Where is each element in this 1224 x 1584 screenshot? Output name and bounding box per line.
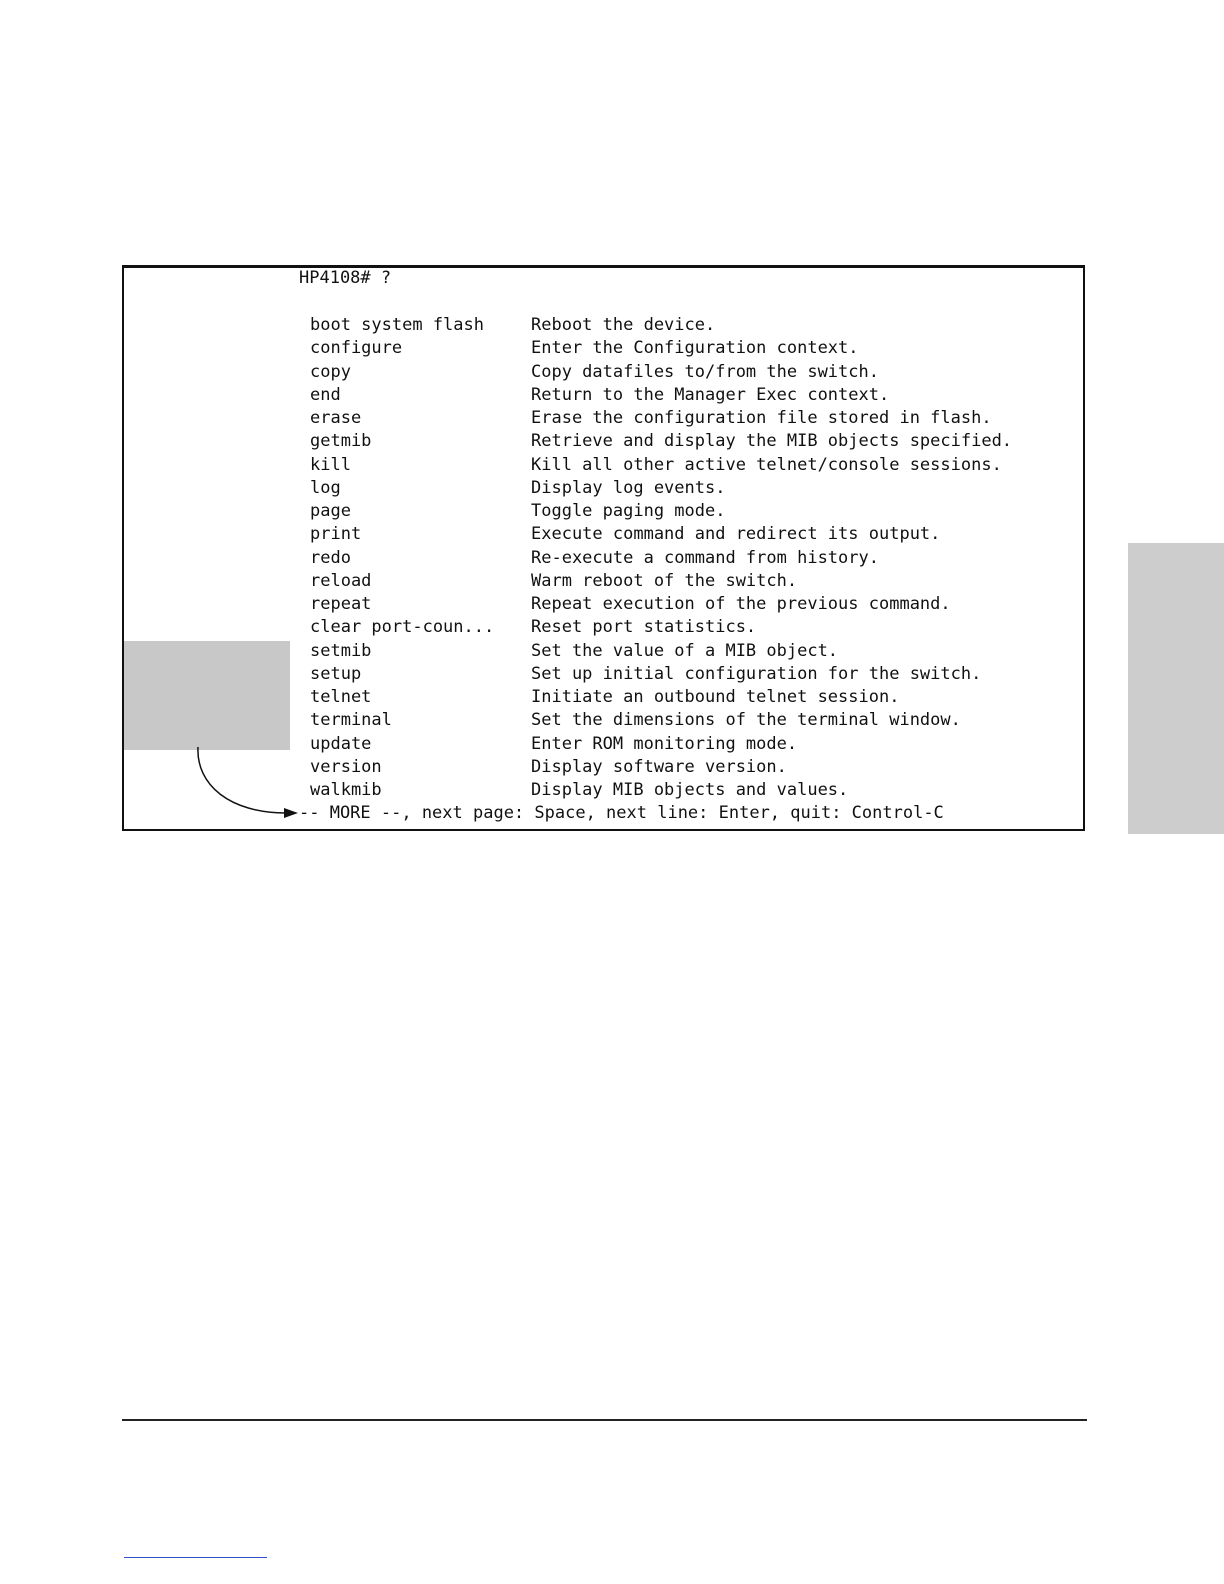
callout-arrow-icon <box>190 745 302 825</box>
command-name: version <box>310 756 382 777</box>
callout-box <box>124 641 290 750</box>
command-description: Set up initial configuration for the switch. <box>531 663 982 684</box>
cli-prompt: HP4108# ? <box>299 268 392 288</box>
chapter-side-tab <box>1128 543 1224 834</box>
command-description: Repeat execution of the previous command. <box>531 594 951 614</box>
command-name: end <box>310 384 341 405</box>
bottom-link-underline <box>124 1557 267 1558</box>
command-name: telnet <box>310 687 372 707</box>
command-description: Kill all other active telnet/console sessions. <box>531 454 1002 475</box>
command-name: setmib <box>310 640 372 661</box>
command-description: Display MIB objects and values. <box>531 780 849 800</box>
command-description: Set the dimensions of the terminal window. <box>531 710 961 731</box>
command-name: configure <box>310 338 403 359</box>
more-prompt: -- MORE --, next page: Space, next line: Enter, quit: Control-C <box>299 803 944 823</box>
command-name: clear port-coun... <box>310 617 495 638</box>
command-name: boot system flash <box>310 315 484 335</box>
command-name: kill <box>310 454 351 475</box>
command-description: Execute command and redirect its output. <box>531 524 941 545</box>
command-description: Set the value of a MIB object. <box>531 640 839 661</box>
command-description: Warm reboot of the switch. <box>531 570 798 591</box>
command-description: Return to the Manager Exec context. <box>531 384 890 405</box>
command-name: getmib <box>310 431 372 452</box>
command-description: Toggle paging mode. <box>531 501 726 521</box>
command-description: Initiate an outbound telnet session. <box>531 687 900 707</box>
command-description: Re-execute a command from history. <box>531 547 879 568</box>
command-name: terminal <box>310 710 392 731</box>
command-description: Enter ROM monitoring mode. <box>531 733 798 754</box>
command-description: Enter the Configuration context. <box>531 338 859 359</box>
command-name: copy <box>310 361 351 382</box>
command-description: Retrieve and display the MIB objects specified. <box>531 431 1013 452</box>
command-description: Display software version. <box>531 756 787 777</box>
command-name: page <box>310 501 351 521</box>
command-description: Copy datafiles to/from the switch. <box>531 361 879 382</box>
command-name: repeat <box>310 594 372 614</box>
command-name: log <box>310 477 341 498</box>
command-description: Display log events. <box>531 477 726 498</box>
command-description: Reboot the device. <box>531 315 716 335</box>
command-name: redo <box>310 547 351 568</box>
command-name: setup <box>310 663 362 684</box>
command-name: walkmib <box>310 780 382 800</box>
command-name: print <box>310 524 362 545</box>
command-description: Erase the configuration file stored in flash. <box>531 408 992 428</box>
command-name: reload <box>310 570 372 591</box>
command-description: Reset port statistics. <box>531 617 757 638</box>
footer-divider <box>122 1419 1087 1421</box>
command-name: update <box>310 733 372 754</box>
command-name: erase <box>310 408 362 428</box>
